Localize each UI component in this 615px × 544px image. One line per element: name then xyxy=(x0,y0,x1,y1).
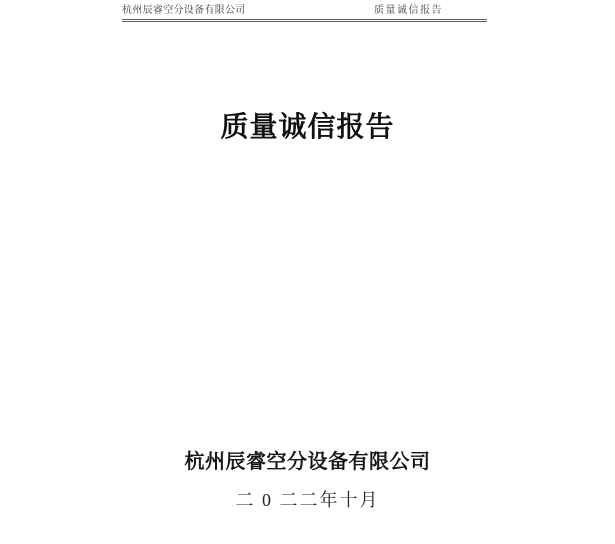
header-company-name: 杭州辰睿空分设备有限公司 xyxy=(122,5,246,16)
cover-date: 二 0 二二年十月 xyxy=(235,490,380,510)
header-doc-title: 质量诚信报告 xyxy=(374,5,443,16)
report-title: 质量诚信报告 xyxy=(220,111,395,142)
cover-company-name: 杭州辰睿空分设备有限公司 xyxy=(184,451,431,473)
page-header xyxy=(122,4,487,22)
